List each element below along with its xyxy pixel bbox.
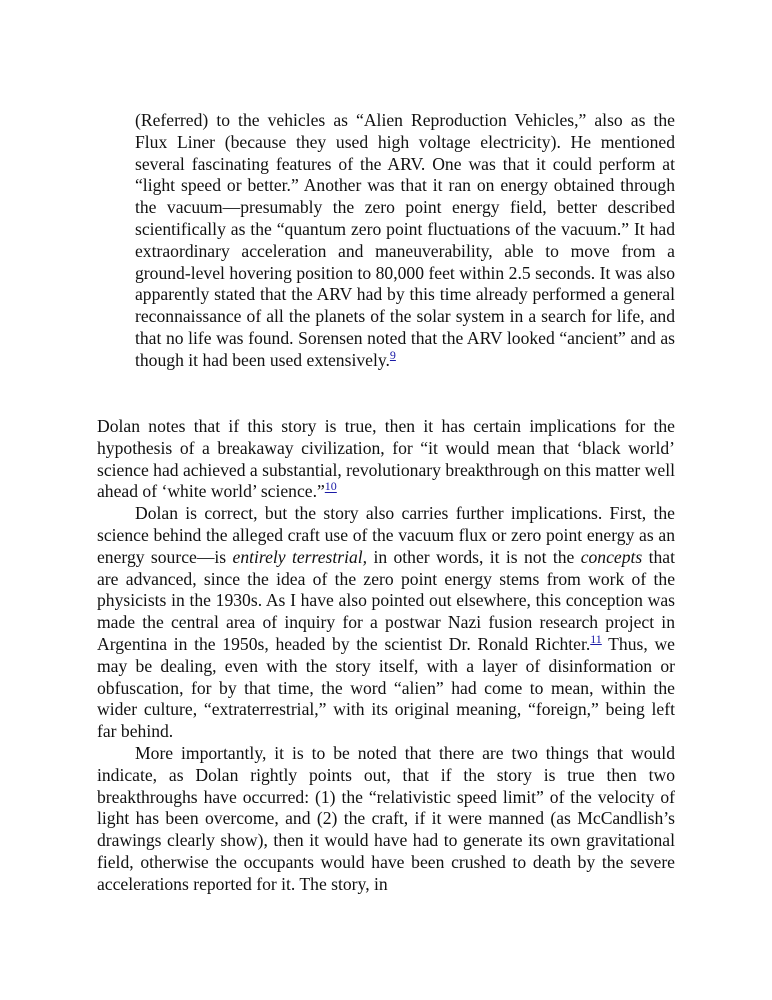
- footnote-link-9[interactable]: 9: [389, 347, 396, 362]
- footnote-link-10[interactable]: 10: [324, 479, 337, 494]
- block-quote-text: (Referred) to the vehicles as “Alien Reproduction Vehicles,” also as the Flux Liner (because they used high voltage electricity). He mentioned several fascinating features of the ARV. One was that it could perform at “light speed or better.” Another was that it ran on energy obtained through the vacuum—presumably the zero point energy field, better described scientifically as the “quantum zero point fluctuations of the vacuum.” It had extraordinary acceleration and maneuverability, able to move from a ground-level hovering position to 80,000 feet within 2.5 seconds. It was also apparently stated that the ARV had by this time already performed a general reconnaissance of all the planets of the solar system in a search for life, and that no life was found. Sorensen noted that the ARV looked “ancient” and as though it had been used extensively.: [135, 110, 675, 370]
- paragraph-2-text-part-2: in other words, it is not the: [367, 546, 581, 567]
- emphasis-concepts: concepts: [580, 546, 643, 567]
- paragraph-1-text: Dolan notes that if this story is true, then it has certain implications for the hypothesis of a breakaway civilization, for “it would mean that ‘black world’ science had achieved a substantial, revolutionary breakthrough on this matter well ahead of ‘white world’ science.”: [97, 416, 675, 502]
- paragraph-2: [97, 503, 675, 743]
- emphasis-entirely-terrestrial: entirely terrestrial,: [232, 546, 368, 567]
- paragraph-2-text-part-1: Dolan is correct, but the story also carries further implications. First, the science behind the alleged craft use of the vacuum flux or zero point energy as an energy source—is: [97, 503, 675, 567]
- paragraph-2-text-part-3: that are advanced, since the idea of the zero point energy stems from work of the physicists in the 1930s. As I have also pointed out elsewhere, this conception was made the central area of inquiry for a postwar Nazi fusion research project in Argentina in the 1950s, headed by the scientist Dr. Ronald Richter.: [97, 546, 676, 654]
- paragraph-1: [97, 416, 675, 503]
- paragraph-3-text: More importantly, it is to be noted that there are two things that would indicate, as Dolan rightly points out, that if the story is true then two breakthroughs have occurred: (1) the “relativistic speed limit” of the velocity of light has been overcome, and (2) the craft, if it were manned (as McCandlish’s drawings clearly show), then it would have had to generate its own gravitational field, otherwise the occupants would have been crushed to death by the severe accelerations reported for it. The story, in: [97, 742, 675, 894]
- paragraph-3: [97, 743, 675, 896]
- footnote-link-11[interactable]: 11: [590, 632, 602, 647]
- paragraph-2-text-part-4: Thus, we may be dealing, even with the story itself, with a layer of disinformation or obfuscation, for by that time, the word “alien” had come to mean, within the wider culture, “extraterrestrial,” with its original meaning, “foreign,” being left far behind.: [97, 633, 675, 742]
- body-text: [97, 416, 675, 896]
- block-quote: [135, 110, 675, 372]
